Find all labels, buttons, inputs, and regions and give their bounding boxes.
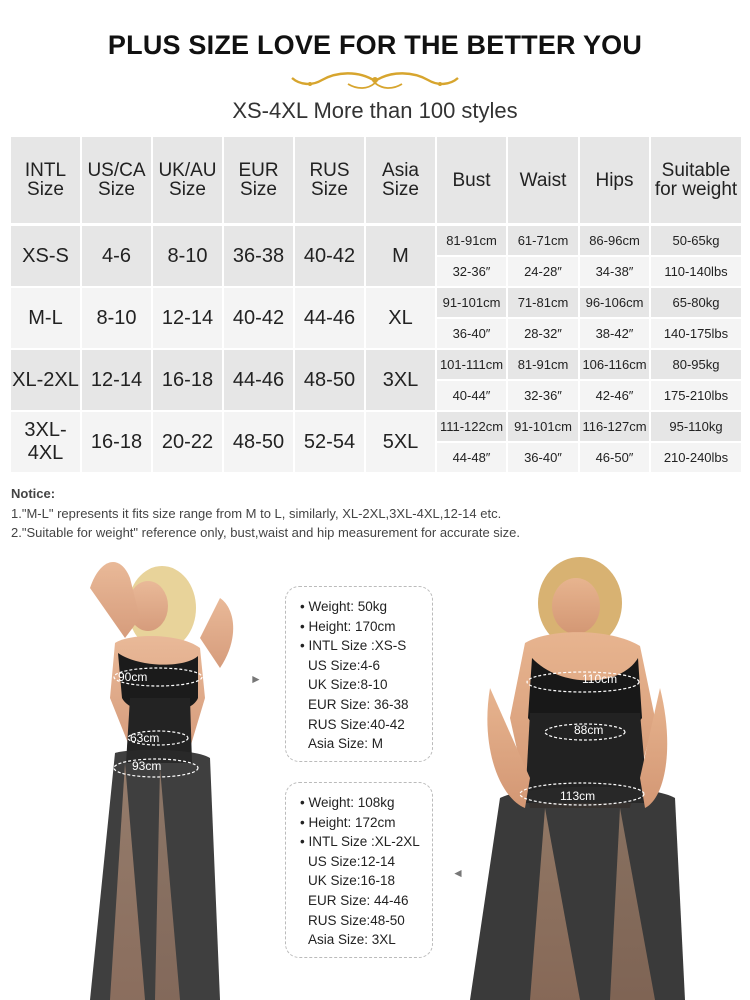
table-measure-cm-cell: 116-127cm (580, 412, 649, 441)
size-chart-table (11, 137, 741, 475)
table-measure-in-cell: 40-44″ (437, 381, 506, 410)
table-measure-cm-cell: 111-122cm (437, 412, 506, 441)
arrow-right-icon: ► (250, 672, 262, 686)
table-size-cell: XS-S (11, 226, 80, 286)
table-measure-in-cell: 34-38″ (580, 257, 649, 286)
table-header-cell: Hips (580, 137, 649, 223)
table-size-cell: 12-14 (82, 350, 151, 410)
model-info-line: • Height: 172cm (300, 814, 396, 830)
table-size-cell: 5XL (366, 412, 435, 472)
table-header-cell: UK/AU Size (153, 137, 222, 223)
right-waist-label: 88cm (574, 723, 604, 737)
table-size-cell: M (366, 226, 435, 286)
table-measure-cm-cell: 50-65kg (651, 226, 741, 255)
table-measure-cm-cell: 86-96cm (580, 226, 649, 255)
table-size-cell: 8-10 (82, 288, 151, 348)
table-header-cell: Suitable for weight (651, 137, 741, 223)
table-size-cell: 36-38 (224, 226, 293, 286)
right-bust-label: 110cm (582, 672, 618, 686)
model-info-line: RUS Size:48-50 (308, 912, 405, 928)
table-size-cell: 52-54 (295, 412, 364, 472)
table-measure-in-cell: 36-40″ (508, 443, 578, 472)
model-info-line: RUS Size:40-42 (308, 716, 405, 732)
right-hips-label: 113cm (560, 789, 596, 803)
table-size-cell: 40-42 (224, 288, 293, 348)
table-size-cell: 3XL-4XL (11, 412, 80, 472)
notice-title: Notice: (11, 486, 56, 501)
table-header-cell: INTL Size (11, 137, 80, 223)
table-measure-cm-cell: 81-91cm (508, 350, 578, 379)
table-measure-cm-cell: 81-91cm (437, 226, 506, 255)
table-measure-in-cell: 32-36″ (508, 381, 578, 410)
model-info-line: • Weight: 50kg (300, 599, 388, 614)
model-info-line: Asia Size: 3XL (308, 932, 396, 948)
model-info-line: • Weight: 108kg (300, 795, 395, 810)
table-measure-in-cell: 32-36″ (437, 257, 506, 286)
notice-section (11, 486, 520, 542)
model-info-line: EUR Size: 36-38 (308, 696, 409, 712)
table-measure-cm-cell: 71-81cm (508, 288, 578, 317)
table-size-cell: M-L (11, 288, 80, 348)
table-size-cell: 48-50 (224, 412, 293, 472)
notice-line-2: 2."Suitable for weight" reference only, bust,waist and hip measurement for accurate size. (11, 525, 521, 540)
table-size-cell: 12-14 (153, 288, 222, 348)
table-header-cell: Bust (437, 137, 506, 223)
table-size-cell: 16-18 (153, 350, 222, 410)
table-size-cell: 16-18 (82, 412, 151, 472)
model-info-line: • INTL Size :XS-S (300, 638, 407, 654)
model-photo-left (70, 548, 260, 1000)
table-measure-in-cell: 175-210lbs (651, 381, 741, 410)
page-title: PLUS SIZE LOVE FOR THE BETTER YOU (107, 30, 643, 60)
table-measure-cm-cell: 106-116cm (580, 350, 649, 379)
table-measure-cm-cell: 91-101cm (437, 288, 506, 317)
right-model-info-box (285, 782, 433, 958)
model-info-line: EUR Size: 44-46 (308, 892, 409, 908)
table-size-cell: XL (366, 288, 435, 348)
model-info-line: UK Size:16-18 (308, 873, 396, 889)
table-size-cell: XL-2XL (11, 350, 80, 410)
table-measure-in-cell: 24-28″ (508, 257, 578, 286)
table-measure-cm-cell: 101-111cm (437, 350, 506, 379)
table-measure-in-cell: 38-42″ (580, 319, 649, 348)
table-size-cell: 44-46 (295, 288, 364, 348)
table-measure-in-cell: 36-40″ (437, 319, 506, 348)
table-header-cell: EUR Size (224, 137, 293, 223)
table-measure-in-cell: 210-240lbs (651, 443, 741, 472)
table-header-cell: Waist (508, 137, 578, 223)
table-measure-in-cell: 46-50″ (580, 443, 649, 472)
table-size-cell: 3XL (366, 350, 435, 410)
table-measure-cm-cell: 95-110kg (651, 412, 741, 441)
table-measure-cm-cell: 61-71cm (508, 226, 578, 255)
table-measure-in-cell: 110-140lbs (651, 257, 741, 286)
table-measure-in-cell: 42-46″ (580, 381, 649, 410)
left-waist-label: 63cm (130, 731, 160, 745)
table-measure-in-cell: 44-48″ (437, 443, 506, 472)
model-info-line: • Height: 170cm (300, 618, 396, 634)
table-header-cell: RUS Size (295, 137, 364, 223)
table-size-cell: 20-22 (153, 412, 222, 472)
left-model-info-box (285, 586, 433, 762)
model-info-line: Asia Size: M (308, 736, 384, 752)
table-measure-cm-cell: 80-95kg (651, 350, 741, 379)
table-measure-in-cell: 140-175lbs (651, 319, 741, 348)
table-measure-cm-cell: 65-80kg (651, 288, 741, 317)
gold-flourish-ornament (288, 68, 462, 94)
table-size-cell: 44-46 (224, 350, 293, 410)
notice-line-1: 1."M-L" represents it fits size range from M to L, similarly, XL-2XL,3XL-4XL,12-14 etc. (11, 506, 502, 521)
model-photo-right (470, 548, 690, 1000)
left-hips-label: 93cm (132, 759, 162, 773)
model-info-line: UK Size:8-10 (308, 677, 388, 693)
table-size-cell: 40-42 (295, 226, 364, 286)
table-size-cell: 48-50 (295, 350, 364, 410)
model-info-line: US Size:12-14 (308, 853, 396, 869)
table-measure-cm-cell: 91-101cm (508, 412, 578, 441)
table-header-cell: Asia Size (366, 137, 435, 223)
arrow-left-icon: ◄ (452, 866, 464, 880)
table-size-cell: 4-6 (82, 226, 151, 286)
table-size-cell: 8-10 (153, 226, 222, 286)
table-measure-in-cell: 28-32″ (508, 319, 578, 348)
model-info-line: US Size:4-6 (308, 657, 381, 673)
table-measure-cm-cell: 96-106cm (580, 288, 649, 317)
table-header-cell: US/CA Size (82, 137, 151, 223)
model-info-line: • INTL Size :XL-2XL (300, 834, 420, 850)
page-subtitle: XS-4XL More than 100 styles (232, 98, 518, 123)
left-bust-label: 90cm (118, 670, 148, 684)
